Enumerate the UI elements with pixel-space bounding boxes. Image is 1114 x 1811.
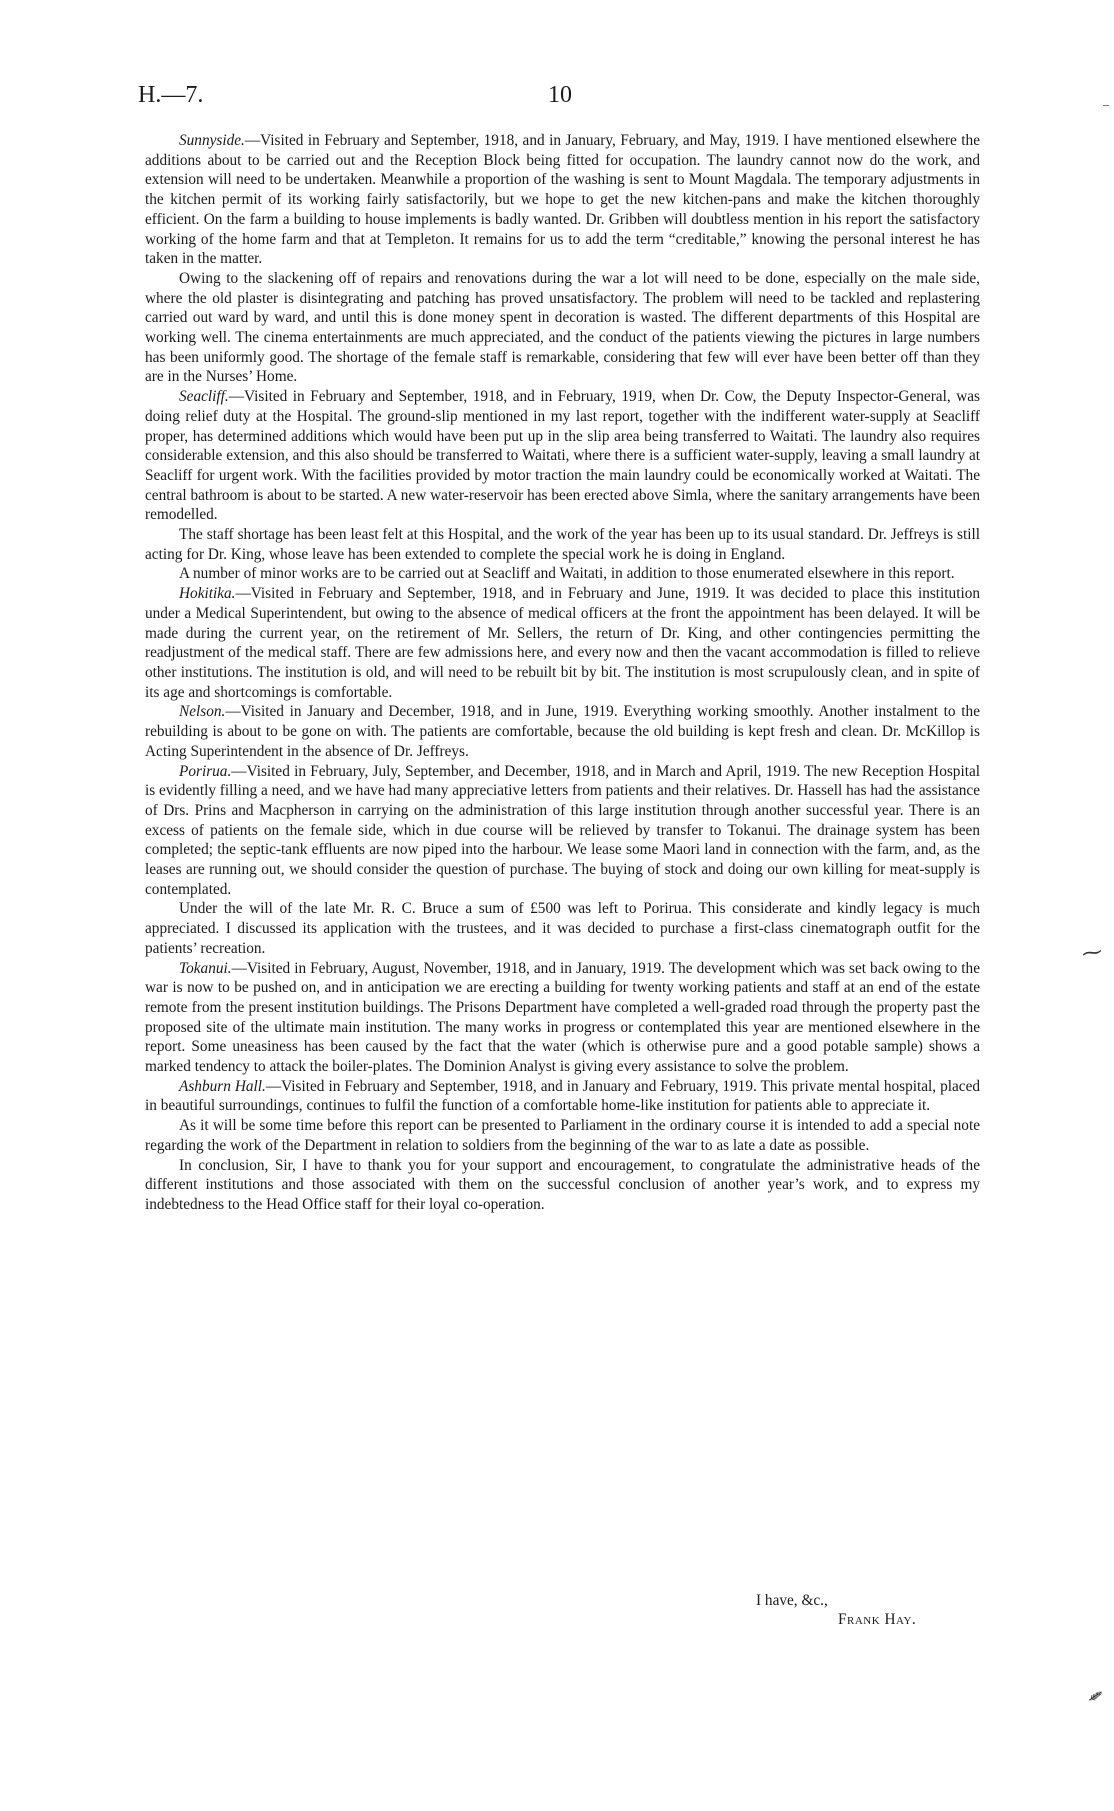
report-reference: H.—7.	[138, 82, 204, 108]
paragraph-nelson	[145, 702, 980, 761]
paragraph	[145, 564, 980, 584]
paragraph	[145, 1116, 980, 1155]
paragraph-sunnyside	[145, 131, 980, 269]
paragraph-text: —Visited in February, July, September, and December, 1918, and in March and April, 1919. The new Reception Hospital is evidently filling a need, and we have had many appreciative letters from patients and their relatives. Dr. Hassell has had the assistance of Drs. Prins and Macpherson in carrying on the administration of this large institution through another successful year. There is an excess of patients on the female side, which in due course will be relieved by transfer to Tokanui. The drainage system has been completed; the septic-tank effluents are now piped into the harbour. We lease some Maori land in connection with the farm, and, as the leases are running out, we should consider the question of purchase. The buying of stock and doing our own killing for meat-supply is contemplated.	[145, 762, 980, 898]
margin-scribble-icon: ⁓	[1080, 940, 1104, 966]
report-body	[145, 131, 980, 1215]
institution-name: Sunnyside.	[179, 132, 245, 149]
institution-name: Ashburn Hall.	[179, 1077, 266, 1095]
margin-scribble-icon: ⸙	[1083, 1680, 1109, 1711]
paragraph-text: Under the will of the late Mr. R. C. Bruce a sum of £500 was left to Porirua. This considerate and kindly legacy is much appreciated. I discussed its application with the trustees, and it was decided to purchase a first-class cinematograph outfit for the patients’ recreation.	[145, 900, 980, 957]
paragraph-text: —Visited in January and December, 1918, and in June, 1919. Everything working smoothly. Another instalment to the rebuilding is about to be gone on with. The patients are comfortable, because the old building is kept fresh and clean. Dr. McKillop is Acting Superintendent in the absence of Dr. Jeffreys.	[145, 703, 980, 760]
paragraph-ashburn-hall	[145, 1077, 980, 1116]
margin-mark	[1103, 105, 1109, 106]
paragraph	[145, 269, 980, 387]
paragraph-tokanui	[145, 959, 980, 1077]
paragraph	[145, 525, 980, 564]
paragraph-text: A number of minor works are to be carried out at Seacliff and Waitati, in addition to those enumerated elsewhere in this report.	[179, 565, 955, 583]
paragraph-seacliff	[145, 387, 980, 525]
paragraph-text: —Visited in February and September, 1918, and in January, February, and May, 1919. I have mentioned elsewhere the additions about to be carried out and the Reception Block being fitted for occupation. The laundry cannot now do the work, and extension will need to be undertaken. Meanwhile a proportion of the washing is sent to Mount Magdala. The temporary adjustments in the kitchen permit of its working fairly satisfactorily, but we hope to get the new kitchen-pans and make the kitchen thoroughly efficient. On the farm a building to house implements is badly wanted. Dr. Gribben will doubtless mention in his report the satisfactory working of the home farm and that at Templeton. It remains for us to add the term “creditable,” knowing the personal interest he has taken in the matter.	[145, 132, 980, 268]
paragraph-text: Owing to the slackening off of repairs and renovations during the war a lot will need to be done, especially on the male side, where the old plaster is disintegrating and patching has proved unsatisfactory. The problem will need to be tackled and replastering carried out ward by ward, and until this is done money spent in decoration is wasted. The different departments of this Hospital are working well. The cinema entertainments are much appreciated, and the conduct of the patients viewing the pictures in large numbers has been uniformly good. The shortage of the female staff is remarkable, considering that few will ever have been better off than they are in the Nurses’ Home.	[145, 269, 980, 386]
paragraph	[145, 1156, 980, 1215]
salutation: I have, &c.,	[756, 1592, 828, 1609]
institution-name: Nelson.	[179, 703, 226, 721]
paragraph-porirua	[145, 762, 980, 900]
paragraph-text: In conclusion, Sir, I have to thank you for your support and encouragement, to congratulate the administrative heads of the different institutions and those associated with them on the successful conclusion of another year’s work, and to express my indebtedness to the Head Office staff for their loyal co-operation.	[145, 1156, 980, 1213]
closing-block	[756, 1591, 966, 1629]
paragraph-text: The staff shortage has been least felt at this Hospital, and the work of the year has been up to its usual standard. Dr. Jeffreys is still acting for Dr. King, whose leave has been extended to complete the special work he is doing in England.	[145, 526, 980, 563]
signature: Frank Hay.	[838, 1611, 917, 1628]
page-number: 10	[548, 82, 572, 108]
paragraph-text: As it will be some time before this report can be presented to Parliament in the ordinary course it is intended to add a special note regarding the work of the Department in relation to soldiers from the beginning of the war to as late a date as possible.	[145, 1117, 980, 1154]
page-header	[138, 82, 980, 112]
paragraph-text: —Visited in February and September, 1918, and in February, 1919, when Dr. Cow, the Deputy Inspector-General, was doing relief duty at the Hospital. The ground-slip mentioned in my last report, together with the indifferent water-supply at Seacliff proper, has determined additions which would have been put up in the slip area being transferred to Waitati. The laundry also requires considerable extension, and this also should be transferred to Waitati, where there is a sufficient water-supply, leaving a small laundry at Seacliff for urgent work. With the facilities provided by motor traction the main laundry could be economically worked at Waitati. The central bathroom is about to be started. A new water-reservoir has been erected above Simla, where the sanitary arrangements have been remodelled.	[145, 388, 980, 524]
paragraph-text: —Visited in February and September, 1918, and in January and February, 1919. This private mental hospital, placed in beautiful surroundings, continues to fulfil the function of a comfortable home-like institution for patients able to appreciate it.	[145, 1077, 981, 1115]
paragraph-hokitika	[145, 584, 980, 702]
institution-name: Seacliff.	[179, 388, 229, 406]
paragraph	[145, 899, 980, 958]
paragraph-text: —Visited in February, August, November, 1918, and in January, 1919. The development which was set back owing to the war is now to be pushed on, and in anticipation we are erecting a building for twenty working patients and staff at an end of the estate remote from the present institution buildings. The Prisons Department have completed a well-graded road through the property past the proposed site of the ultimate main institution. The many works in progress or contemplated this year are mentioned elsewhere in the report. Some uneasiness has been caused by the fact that the water (which is otherwise pure and a good potable sample) shows a marked tendency to attack the boiler-plates. The Dominion Analyst is giving every assistance to solve the problem.	[145, 959, 980, 1076]
institution-name: Porirua.	[179, 762, 232, 780]
institution-name: Hokitika.	[179, 585, 236, 603]
institution-name: Tokanui.	[179, 959, 232, 977]
paragraph-text: —Visited in February and September, 1918, and in February and June, 1919. It was decided to place this institution under a Medical Superintendent, but owing to the absence of medical officers at the front the appointment has been delayed. It will be made during the current year, on the retirement of Mr. Sellers, the return of Dr. King, and other contingencies permitting the readjustment of the medical staff. There are few admissions here, and every now and then the vacant accommodation is filled to relieve other institutions. The institution is old, and will need to be rebuilt bit by bit. The institution is most scrupulously clean, and in spite of its age and shortcomings is comfortable.	[145, 585, 980, 701]
